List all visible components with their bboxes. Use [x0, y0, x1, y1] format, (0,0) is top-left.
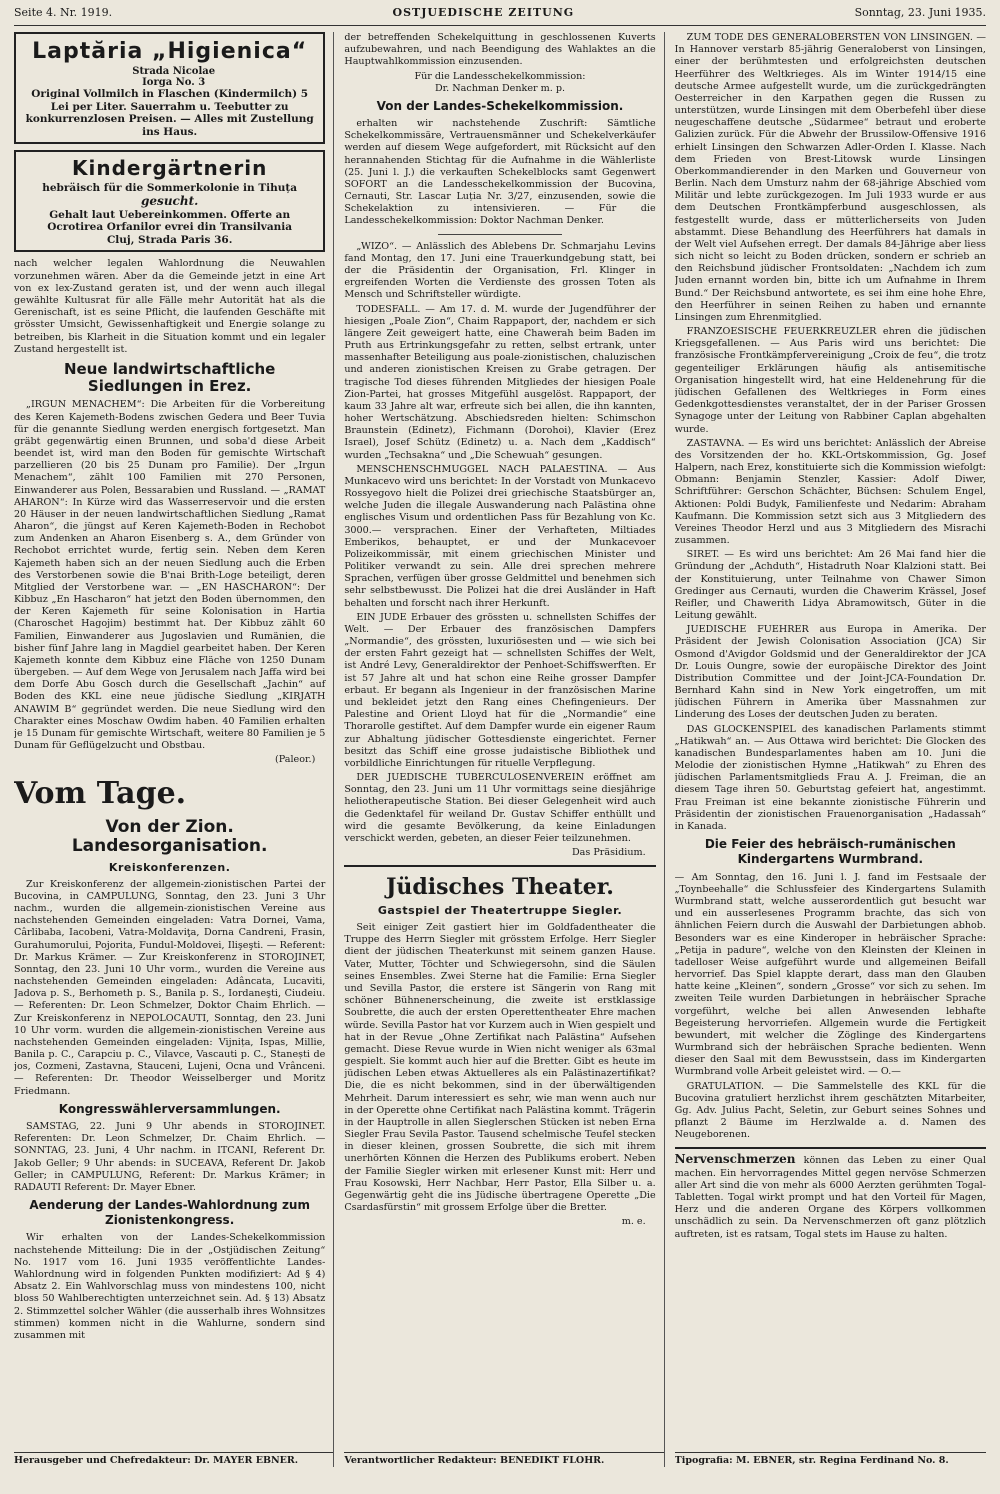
article-text: DER JUEDISCHE TUBERCULOSENVEREIN eröffnet am Sonntag, den 23. Juni um 11 Uhr vormittags seine diesjährige heliotherapeutische Station. Bei dieser Gelegenheit wird auch die Gedenktafel für weiland Dr. Gustav Schiffer enthüllt und wird die gesamte Bevölkerung, da keine Einladungen verschickt werden, gebeten, an dieser Feier teilzunehmen.	[344, 772, 656, 844]
headline-feier: Die Feier des hebräisch-rumänischen Kindergartens Wurmbrand.	[704, 837, 956, 867]
article-text: SIRET. — Es wird uns berichtet: Am 26 Mai fand hier die Gründung der „Achduth“, Histadruth Noar Klalzioni statt. Bei der Konstituierung, unter Teilnahme von Chawer Simon Gredinger aus Cernauti, wurden die Chawerim Krässel, Josef Reifler, und Chawerith Lidya Abramowitsch, Güter in die Leitung gewählt.	[674, 549, 986, 622]
article-text: Seit einiger Zeit gastiert hier im Goldfadentheater die Truppe des Herrn Siegler mit grösstem Erfolge. Herr Siegler dient der jüdischen Theaterkunst mit seinem ganzen Hause. Vater, Mutter, Töchter und Schwiegersohn, sind die Säulen seines Ensembles. Zwei Sterne hat die Familie: Erna Siegler und Sevilla Pastor, die erstere ist Sängerin von Rang mit schöner Bühnenerscheinung, die zweite ist erstklassige Soubrette, die auch der ersten Operettentheater Ehre machen würde. Sevilla Pastor hat vor Kurzem auch in Wien gespielt und hat in der Revue „Ohne Zertifikat nach Palästina“ Aufsehen gemacht. Diese Revue wurde in Wien nicht weniger als 63mal gespielt. Sie kommt auch hier auf die Bretter. Gibt es heute im jüdischen Leben etwas Aktuelleres als ein Palästinazertifikat? Die, die es nicht bekommen, sind in der überwältigenden Mehrheit. Darum interessiert es sehr, wie man wenn auch nur in der Operette ohne Certifikat nach Palästina kommt. Trägerin in der Hauptrolle in allen Sieglerschen Stücken ist neben Erna Siegler Frau Sevila Pastor. Tausend schelmische Teufel stecken in dieser kleinen, grossen Soubrette, die sich mit ihrem unerhörten Können die Herzen des Publikums erobert. Neben der Familie Siegler wirken mit erlesener Kunst mit: Herr und Frau Kosowski, Herr Nachbar, Herr Pastor, Ella Silber u. a. Gegenwärtig geht die ins Jüdische übertragene Operette „Die Csardasfürstin“ mit grossem Erfolge über die Bretter.	[344, 922, 656, 1214]
column-1	[14, 32, 334, 1467]
subhead-gastspiel: Gastspiel der Theatertruppe Siegler.	[377, 904, 623, 918]
masthead	[14, 6, 986, 26]
article-text: „WIZO“. — Anlässlich des Ablebens Dr. Schmarjahu Levins fand Montag, den 17. Juni eine Trauerkundgebung statt, bei der die Präsidentin der Organisation, Frl. Klinger in ergreifenden Worten die Verdienste des grossen Toten als Mensch und Schriftsteller würdigte.	[344, 240, 656, 301]
ad-togal	[675, 1147, 986, 1240]
article-signature: (Paleor.)	[274, 754, 316, 766]
footer-editor: Verantwortlicher Redakteur: BENEDIKT FLOHR.	[344, 1452, 663, 1467]
footer-publisher: Herausgeber und Chefredakteur: Dr. MAYER EBNER.	[14, 1452, 333, 1467]
ad-kg-line: Gehalt laut Uebereinkommen. Offerte an Ocrotirea Orfanilor evrei din Transilvania	[47, 208, 293, 234]
article-signature: Dr. Nachman Denker m. p.	[434, 82, 566, 94]
article-signature: m. e.	[621, 1216, 646, 1228]
theater-box	[344, 865, 655, 1228]
page-number: Seite 4. Nr. 1919.	[14, 6, 113, 19]
article-text: FRANZOESISCHE FEUERKREUZLER ehren die jüdischen Kriegsgefallenen. — Aus Paris wird uns berichtet: Die französische Frontkämpfervereinigung „Croix de feu“, die trotz gegenteiliger Erklärungen häufig als antisemitische Organisation hingestellt wird, hat eine Heldenehrung für die jüdischen Gefallenen des Weltkrieges in Form eines Gedenkgottesdienstes veranstaltet, der in der Pariser Grossen Synagoge unter der Leitung von Rabbiner Caplan abgehalten wurde.	[674, 326, 986, 435]
article-text: „IRGUN MENACHEM“: Die Arbeiten für die Vorbereitung des Keren Kajemeth-Bodens zwischen Gedera und Beer Tuvia für die genannte Siedlung werden energisch fortgesetzt. Man gräbt gegenwärtig einen Brunnen, und soba'd diese Arbeit beendet ist, wird man den Boden für gemischte Wirtschaft parzellieren (20 bis 25 Dunam pro Familie). Der „Irgun Menachem“, zählt 100 Familien mit 270 Personen, Einwanderer aus Polen, Bessarabien und Russland. — „RAMAT AHARON“: In Kürze wird das Wasserreservoir und die ersten 20 Häuser in der neuen landwirtschaftlichen Siedlung „Ramat Aharon“, die jüngst auf Keren Kajemeth-Boden in Rechobot zum Andenken an Aharon Eisenberg s. A., dem Gründer von Rechobot errichtet wurde, fertig sein. Neben dem Keren Kajemeth haben sich an der neuen Siedlung auch die Erben des Verstorbenen sowie die B'nai Brith-Loge beteiligt, deren Mitglied der Verstorbene war. — „EN HASCHARON“: Der Kibbuz „En Hascharon“ hat jetzt den Boden übernommen, den der Keren Kajemeth für seine Kolonisation in Hartia (Charoschet Hagojim) bestimmt hat. Der Kibbuz zählt 60 Familien, Einwanderer aus Jugoslavien und Rumänien, die bisher fünf Jahre lang in Magdiel gearbeitet haben. Der Keren Kajemeth konnte dem Kibbuz eine Fläche von 1250 Dunam übergeben. — Auf dem Wege von Jerusalem nach Jaffa wird bei dem Dorfe Abu Gosch durch die Gesellschaft „Jachin“ auf Boden des KKL eine neue jüdische Siedlung „KIRJATH ANAWIM B“ gegründet werden. Die neue Siedlung wird den Charakter eines Moschaw Owdim haben. 40 Familien erhalten je 15 Dunam für gemischte Wirtschaft, weitere 80 Familien je 5 Dunam für Geflügelzucht und Obstbau.	[14, 399, 326, 752]
ad-laptaria-body: Original Vollmilch in Flaschen (Kindermilch) 5 Lei per Liter. Sauerrahm u. Teebutter zu konkurrenzlosen Preisen. — Alles mit Zustellung ins Haus.	[25, 87, 314, 138]
article-text: TODESFALL. — Am 17. d. M. wurde der Jugendführer der hiesigen „Poale Zion“, Chaim Rappaport, der, nachdem er sich längere Zeit geweigert hatte, eine Chawerah beim Baden im Pruth aus Ertrinkungsgefahr zu retten, selbst ertrank, unter massenhafter Beteiligung aus poale-zionistischen, chaluzischen und anderen zionistischen Kreisen zu Grabe getragen. Der tragische Tod dieses führenden Mitgliedes der hiesigen Poale Zion-Partei, hat grosses Mitgefühl ausgelöst. Rappaport, der kaum 33 Jahre alt war, erfreute sich bei allen, die ihn kannten, hoher Wertschätzung. Abschiedsreden hielten: Schimschon Braunstein (Edinetz), Fichmann (Dorohoi), Klavier (Erez Israel), Josef Schütz (Edinetz) u. a. Nach dem „Kaddisch“ wurden „Techsakna“ und „Die Schewuah“ gesungen.	[344, 303, 656, 461]
article-text: ZASTAVNA. — Es wird uns berichtet: Anlässlich der Abreise des Vorsitzenden der ho. KKL-Ortskommission, Gg. Josef Halpern, nach Erez, konstituierte sich die Kommission wiefolgt: Obmann: Benjamin Stenzler, Kassier: Adolf Diwer, Schriftführer: Gerschon Schächter, Büchsen: Schulem Engel, Aktionen: Poldi Budyk, Familienfeste und Nedarim: Abraham Kaufmann. Die Kommission setzt sich aus 3 Mitgliedern des Vereines Theodor Herzl und aus 3 Mitgliedern des Misrachi zusammen.	[674, 437, 986, 547]
ad-kg-line: gesucht.	[141, 194, 199, 209]
ad-laptaria-title: Laptăria „Higienica“	[32, 39, 308, 64]
headline-kongress: Kongresswählerversammlungen.	[58, 1101, 281, 1116]
article-text: DAS GLOCKENSPIEL des kanadischen Parlaments stimmt „Hatikwah“ an. — Aus Ottawa wird berichtet: Die Glocken des kanadischen Bundesparlamentes haben am 10. Juni die Melodie der zionistischen Hymne „Hatikwah“ zu Ehren des jüdischen Parlamentsmitglieds Frau A. J. Freiman, die an diesem Tage ihren 50. Geburtstag gefeiert hat, angestimmt. Frau Freiman ist eine bekannte zionistische Führerin und Präsidentin der zionistischen Frauenorganisation „Hadassah“ in Kanada.	[674, 723, 986, 832]
columns	[14, 32, 986, 1467]
article-text: Wir erhalten von der Landes-Schekelkommission nachstehende Mitteilung: Die in der „Ostjüdischen Zeitung“ No. 1917 vom 16. Juni 1935 veröffentlichte Landes-Wahlordnung wird in folgenden Punkten modifiziert: Ad § 4) Absatz 2. Ein Wahlvorschlag muss von mindestens 100, nicht bloss 50 Wahlberechtigten unterzeichnet sein. Ad. § 13) Absatz 2. Stimmzettel solcher Wähler (die ausserhalb ihres Wohnsitzes stimmen) kommen nicht in die Wahlurne, sondern sind zusammen mit	[14, 1232, 326, 1341]
ad-kindergaertnerin	[14, 150, 325, 252]
article-signature: Für die Landesschekelkommission:	[414, 70, 586, 82]
issue-date: Sonntag, 23. Juni 1935.	[854, 6, 986, 19]
ad-kg-line: hebräisch für die Sommerkolonie in Tihuța	[42, 181, 298, 194]
ad-address-line: Iorga No. 3	[142, 76, 206, 88]
article-text: EIN JUDE Erbauer des grössten u. schnellsten Schiffes der Welt. — Der Erbauer des französischen Dampfers „Normandie“, des grössten, luxuriösesten und — wie sich bei der ersten Fahrt gezeigt hat — schnellsten Schiffes der Welt, ist André Levy, Generaldirektor der Penhoet-Schiffswerften. Er ist 57 Jahre alt und hat schon eine Reihe grosser Dampfer erbaut. Er begann als Ingenieur in der französischen Marine und bekleidet jetzt den Rang eines Chefingenieurs. Der Palestine and Orient Lloyd hat für die „Normandie“ eine Thorarolle gestiftet. Auf dem Dampfer wurde ein eigener Raum zur Abhaltung jüdischer Gottesdienste eingerichtet. Ferner besitzt das Schiff eine grosse judaistische Bibliothek und vorbildliche Einrichtungen für rituelle Verpflegung.	[344, 611, 656, 769]
newspaper-title: OSTJUEDISCHE ZEITUNG	[392, 6, 575, 19]
headline-zion: Von der Zion. Landesorganisation.	[71, 816, 268, 857]
ad-laptaria-address	[132, 66, 215, 88]
footer-printer: Tipografia: M. EBNER, str. Regina Ferdinand No. 8.	[675, 1452, 986, 1467]
ad-togal-title: Nervenschmerzen	[674, 1152, 796, 1167]
ad-kg-line: Cluj, Strada Paris 36.	[106, 233, 233, 246]
section-title-vom-tage: Vom Tage.	[14, 775, 187, 811]
article-text: — Am Sonntag, den 16. Juni l. J. fand im Festsaale der „Toynbeehalle“ die Schlussfeier des Kindergartens Sulamith Wurmbrand statt, welche ausserordentlich gut besucht war und ein ausserlesenes Programm brachte, das sich von ähnlichen Feiern durch die Auswahl der Darbietungen abhob. Besonders war es eine Kinderoper in hebräischer Sprache: „Petija in padure“, welche von den Kleinsten der Kleinen in tadelloser Weise aufgeführt wurde und allgemeinen Beifall hervorrief. Das Spiel klappte derart, dass man den Glauben hatte keine „Kleinen“, sondern „Grosse“ vor sich zu sehen. Im zweiten Teile wurden Darbietungen in hebräischer Sprache vorgeführt, welche bei allen Anwesenden lebhafte Begeisterung hervorriefen. Allgemein wurde die Fertigkeit bewundert, mit welcher die Zöglinge des Kindergartens Wurmbrand sich der hebräischen Sprache bedienten. Wenn dieser den Saal mit dem Bewusstsein, dass im Kindergarten Wurmbrand volle Arbeit geleistet wird. — O.—	[674, 871, 986, 1078]
headline-aenderung: Aenderung der Landes-Wahlordnung zum Zionistenkongress.	[29, 1198, 310, 1228]
headline-theater: Jüdisches Theater.	[386, 874, 614, 901]
subhead-kreiskonferenzen: Kreiskonferenzen.	[108, 860, 231, 874]
article-signature: Das Präsidium.	[571, 847, 646, 859]
article-text: erhalten wir nachstehende Zuschrift: Sämtliche Schekelkommissäre, Vertrauensmänner und Schekelverkäufer werden auf diesem Wege aufgefordert, mit Rücksicht auf den herannahenden Stichtag für die Aufnahme in die Wählerliste (25. Juni l. J.) die verkauften Schekelblocks samt Gegenwert SOFORT an die Landesschekelkommission der Bucovina, Cernauti, Str. Lascar Luția Nr. 3/27, einzusenden, sowie die Schekelaktion zu intensivieren. — Für die Landesschekelkommission: Doktor Nachman Denker.	[344, 118, 656, 227]
ad-address-line: Strada Nicolae	[132, 65, 216, 77]
article-text: nach welcher legalen Wahlordnung die Neuwahlen vorzunehmen wären. Aber da die Gemeinde jetzt in eine Art von ex lex-Zustand geraten ist, und der wenn auch illegal gewählte Kultusrat für alle Fälle mehr Autorität hat als die Gerenischaft, ist es seine Pflicht, die laufenden Geschäfte mit grösster Umsicht, Gewissenhaftigkeit und Energie solange zu betreiben, bis Klarheit in die Situation kommt und ein legaler Zustand hergestellt ist.	[14, 258, 326, 355]
headline-schekel: Von der Landes-Schekelkommission.	[376, 98, 624, 113]
ad-kg-title: Kindergärtnerin	[71, 156, 268, 181]
article-text: Zur Kreiskonferenz der allgemein-zionistischen Partei der Bucovina, in CAMPULUNG, Sonntag, den 23. Juni 3 Uhr nachm., wurden die allgemein-zionistischen Vereine aus nachstehenden Gemeinden eingeladen: Vatra Dornei, Vama, Cârlibaba, Iacobeni, Vatra-Moldaviţa, Dorna Candreni, Frasin, Gurahumorului, Pojorita, Fundul-Moldovei, Ilişeşti. — Referent: Dr. Markus Krämer. — Zur Kreiskonferenz in STOROJINET, Sonntag, den 23. Juni 10 Uhr vorm., wurden die Vereine aus nachstehenden Gemeinden eingeladen: Adâncata, Lucaviti, Jadova p. S., Berhometh p. S., Banila p. S., Iordaneşti, Ciudeiu. — Referenten: Dr. Leon Schmelzer, Doktor Chaim Ehrlich. — Zur Kreiskonferenz in NEPOLOCAUTI, Sonntag, den 23. Juni 10 Uhr vorm. wurden die allgemein-zionistischen Vereine aus nachstehenden Gemeinden eingeladen: Vijnița, Ispas, Millie, Banila p. C., Carapciu p. C., Vilavce, Vascauti p. C., Stanești de jos, Cozmeni, Zastavna, Stauceni, Lujeni, Ocna und Vrânceni. — Referenten: Dr. Theodor Weisselberger und Moritz Friedmann.	[14, 878, 326, 1097]
column-2	[344, 32, 664, 1467]
ad-togal-body: können das Leben zu einer Qual machen. Ein hervorragendes Mittel gegen nervöse Schmerzen aller Art sind die von mehr als 6000 Aerzten gerühmten Togal-Tabletten. Togal wirkt prompt und hat den Vorteil für Magen, Herz und die anderen Organe des Körpers vollkommen unschädlich zu sein. Da Nervenschmerzen oft ganz plötzlich auftreten, ist es ratsam, Togal stets im Hause zu halten.	[674, 1155, 986, 1240]
article-text: GRATULATION. — Die Sammelstelle des KKL für die Bucovina gratuliert herzlichst ihrem geschätzten Mitarbeiter, Gg. Adv. Julius Pacht, Seletin, zur Geburt seines Sohnes und pflanzt 2 Bäume im Herzlwalde a. d. Namen des Neugeborenen.	[674, 1080, 986, 1141]
article-text: der betreffenden Schekelquittung in geschlossenen Kuverts aufzubewahren, und nach Beendigung des Wahlaktes an die Hauptwahlkommission einzusenden.	[344, 32, 656, 68]
ad-laptaria	[14, 32, 325, 144]
article-text: ZUM TODE DES GENERALOBERSTEN VON LINSINGEN. — In Hannover verstarb 85-jährig Generaloberst von Linsingen, einer der berühmtesten und erfolgreichsten deutschen Heerführer des Weltkrieges. Als im Winter 1914/15 eine deutsche Armee aufgestellt wurde, um die zurückgedrängten Oesterreicher in den Karpathen gegen die Russen zu unterstützen, wurde Linsingen mit dem Oberbefehl über diese neugeschaffene deutsche „Südarmee“ betraut und eroberte Galizien zurück. Für die Abwehr der Brussilow-Offensive 1916 erhielt Linsingen den Schwarzen Adler-Orden I. Klasse. Nach dem Frieden von Brest-Litowsk wurde Linsingen Oberkommandierender in den Marken und Gouverneur von Berlin. Nach dem Umsturz nahm der 68-jährige Abschied vom Militär und lebte zurückgezogen. Im Juli 1933 wurde er aus dem Deutschen Frontkämpferbund ausgeschlossen, als festgestellt wurde, dass er mütterlicherseits von Juden abstammt. Diese Behandlung des Heerführers hat damals in der Welt viel Aufsehen erregt. Der damals 84-Jährige aber liess sich nicht so leicht zu Boden drücken, sondern er schrieb an den Reichsbund jüdischer Frontsoldaten: „Nachdem ich zum Juden ernannt worden bin, bitte ich um Aufnahme in Ihrem Bund.“ Der Reichsbund antwortete, es sei ihm eine hohe Ehre, den Heerführer in seinen Reihen zu haben und ernannte Linsingen zum Ehrenmitglied.	[674, 32, 986, 323]
article-text: JUEDISCHE FUEHRER aus Europa in Amerika. Der Präsident der Jewish Colonisation Association (JCA) Sir Osmond d'Avigdor Goldsmid und der Generaldirektor der JCA Dr. Louis Oungre, sowie der europäische Direktor des Joint Distribution Committee und der Joint-JCA-Foundation Dr. Bernhard Kahn sind in New York eingetroffen, um mit jüdischen Führern in Amerika über Massnahmen zur Linderung des Loses der deutschen Juden zu beraten.	[674, 624, 986, 721]
article-text: MENSCHENSCHMUGGEL NACH PALAESTINA. — Aus Munkacevo wird uns berichtet: In der Vorstadt von Munkacevo Rossyegovo hielt die Polizei drei griechische Staatsbürger an, welche Juden die illegale Auswanderung nach Palästina ohne englisches Visum und ordentlichen Pass für Bezahlung von Kc. 3000.— versprachen. Einer der Verhafteten, Miltiades Emberikos, behauptet, er und der Munkacevoer Polizeikommissär, mit einem griechischen Minister und Politiker verwandt zu sein. Alle drei sprechen mehrere Sprachen, verfügen über grosse Geldmittel und benehmen sich sehr selbstbewusst. Die Polizei hat die drei Ausländer in Haft behalten und forscht nach ihrer Herkunft.	[344, 463, 656, 609]
divider	[438, 234, 563, 235]
headline-siedlungen: Neue landwirtschaftliche Siedlungen in Erez.	[63, 359, 276, 396]
column-3	[675, 32, 986, 1467]
article-text: SAMSTAG, 22. Juni 9 Uhr abends in STOROJINET. Referenten: Dr. Leon Schmelzer, Dr. Chaim Ehrlich. — SONNTAG, 23. Juni, 4 Uhr nachm. in ITCANI, Referent Dr. Jakob Geller; 9 Uhr abends: in SUCEAVA, Referent Dr. Jakob Geller; in CAMPULUNG, Referent: Dr. Markus Krämer; in RADAUTI Referent: Dr. Mayer Ebner.	[14, 1120, 326, 1193]
